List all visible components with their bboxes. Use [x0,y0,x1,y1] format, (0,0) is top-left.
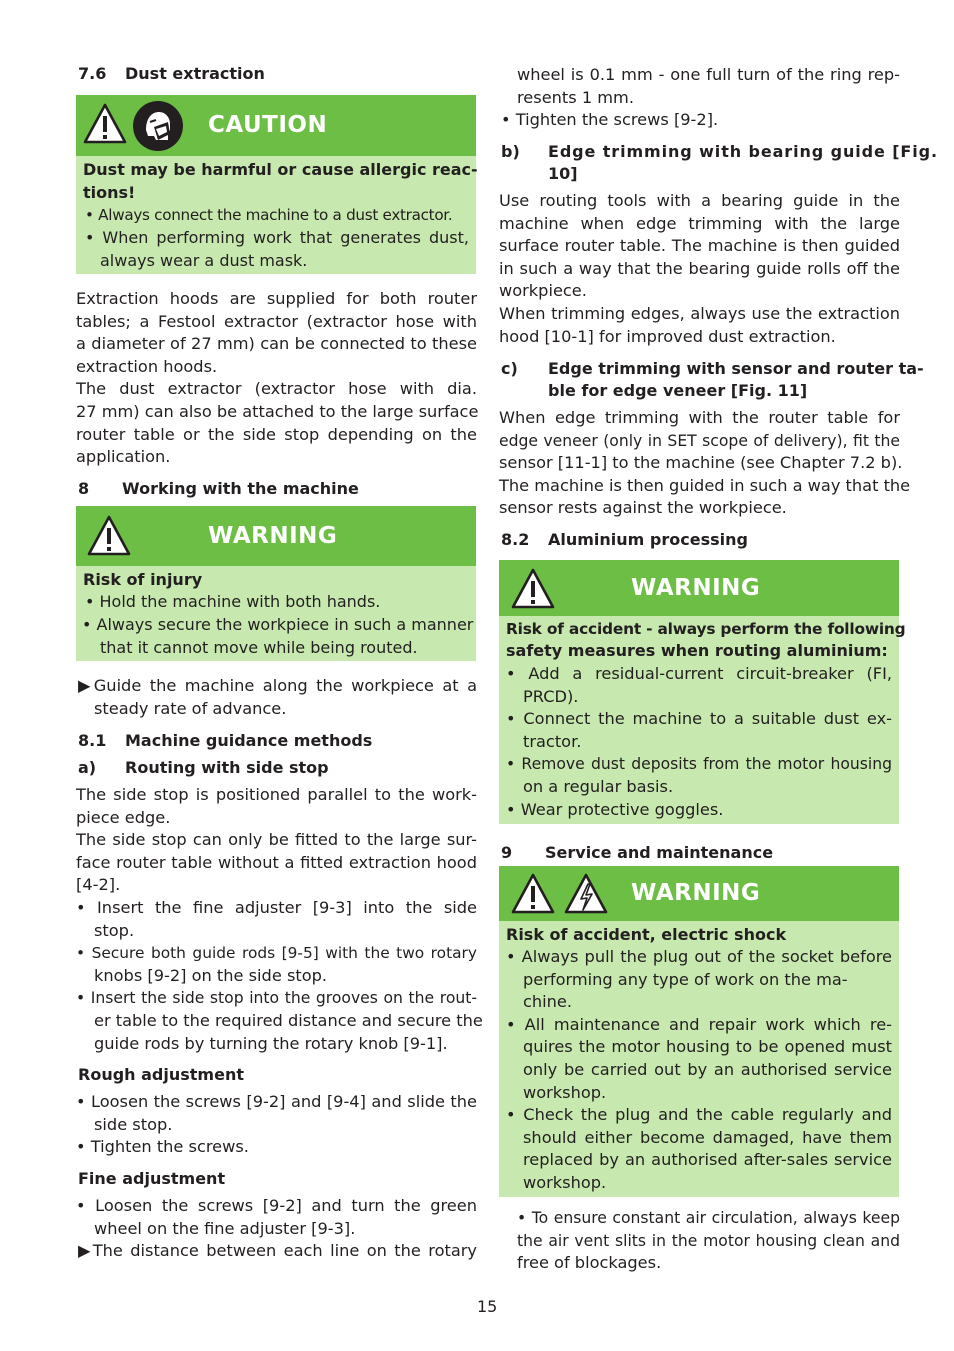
caution-bullet-1: • Always connect the machine to a dust extractor. [85,206,453,224]
warning-box-injury [76,506,476,661]
guide-instruction: ▶Guide the machine along the workpiece at a steady rate of advance. [78,676,477,718]
rough-adjustment-steps: • Loosen the screws [9-2] and [9-4] and slide the side stop. • Tighten the screws. [76,1092,477,1157]
warning-triangle-icon [86,514,132,558]
maintenance-warnings: • Always pull the plug out of the socket before performing any type of work on the ma- chine. • All maintenance and repair work which re- quires the motor housing to be opened must only be carried out by an authorised service workshop. • Check the plug and the cable regularly and should either become damaged, have them replaced by an authorised after-sales service workshop. [506,947,892,1192]
warning-title: WARNING [208,523,338,549]
air-circulation-note: • To ensure constant air circulation, always keep the air vent slits in the motor housing clean and free of blockages. [517,1209,900,1273]
aluminium-measures: • Add a residual-current circuit-breaker (FI, PRCD). • Connect the machine to a suitable dust ex- tractor. • Remove dust deposits from the motor housing on a regular basis. • Wear protective goggles. [506,664,892,819]
heading-a: a) Routing with side stop [78,758,329,777]
warning-lead-2: safety measures when routing aluminium: [506,641,888,660]
side-stop-paragraph: The side stop is positioned parallel to the work- piece edge. The side stop can only be fitted to the large sur- face router table without a fitted extraction hood [4-2]. [76,785,477,895]
warning-bullet-2: • Always secure the workpiece in such a manner [82,615,474,634]
warning-title: WARNING [631,575,761,601]
caution-bullet-2b: always wear a dust mask. [100,251,308,270]
page-number: 15 [477,1297,498,1316]
heading-c-2: ble for edge veneer [Fig. 11] [548,381,808,400]
caution-bullet-2: • When performing work that generates dust, [85,228,469,247]
heading-8-2: 8.2 Aluminium processing [501,530,748,549]
warning-box-electric [499,866,899,1197]
warning-lead: Risk of accident, electric shock [506,925,787,944]
extraction-paragraph: Extraction hoods are supplied for both router tables; a Festool extractor (extractor hose with a diameter of 27 mm) can be connected to these extraction hoods. The dust extractor (extractor hose with dia. 27 mm) can also be attached to the large surface router table or the side stop depending on the application. [76,289,479,467]
electric-shock-icon [563,872,609,916]
warning-triangle-icon [510,567,556,611]
warning-triangle-icon [82,102,128,146]
caution-lead-2: tions! [83,183,136,202]
heading-8-1: 8.1 Machine guidance methods [78,731,373,750]
fine-adjustment-continued: wheel is 0.1 mm - one full turn of the ring rep- resents 1 mm. • Tighten the screws [9-2]. [501,65,900,130]
rough-adjustment-heading: Rough adjustment [78,1065,244,1084]
warning-triangle-icon [510,872,556,916]
dust-mask-icon [132,100,184,152]
heading-b: b) Edge trimming with bearing guide [Fig. [501,142,938,161]
heading-c: c) Edge trimming with sensor and router ta- [501,359,924,378]
fine-adjustment-steps: • Loosen the screws [9-2] and turn the green wheel on the fine adjuster [9-3]. ▶The distance between each line on the rotary [76,1196,477,1261]
sensor-paragraph: When edge trimming with the router table for edge veneer (only in SET scope of delivery), fit the sensor [11-1] to the machine (see Chapter 7.2 b). The machine is then guided in such a way that the sensor rests against the workpiece. [499,408,911,518]
heading-7-6: 7.6 Dust extraction [78,64,265,83]
heading-8: 8 Working with the machine [78,479,359,498]
warning-bullet-1: • Hold the machine with both hands. [85,592,381,611]
warning-title: WARNING [631,880,761,906]
bearing-guide-paragraph: Use routing tools with a bearing guide in the machine when edge trimming with the large surface router table. The machine is then guided in such a way that the bearing guide rolls off the workpiece. When trimming edges, always use the extraction hood [10-1] for improved dust extraction. [499,191,900,346]
fine-adjustment-heading: Fine adjustment [78,1169,226,1188]
caution-title: CAUTION [208,112,328,138]
caution-box [76,95,476,274]
heading-b-2: 10] [548,164,578,183]
warning-box-aluminium [499,560,906,824]
caution-lead: Dust may be harmful or cause allergic reac- [83,160,478,179]
side-stop-steps: • Insert the fine adjuster [9-3] into the side stop. • Secure both guide rods [9-5] with the two rotary knobs [9-2] on the side stop. • Insert the side stop into the grooves on the rout- er table to the required distance and secure the guide rods by turning the rotary knob [9-1]. [76,898,483,1053]
warning-lead: Risk of injury [83,570,203,589]
warning-bullet-2b: that it cannot move while being routed. [100,638,418,657]
warning-lead: Risk of accident - always perform the following [506,620,906,638]
heading-9: 9 Service and maintenance [501,843,774,862]
